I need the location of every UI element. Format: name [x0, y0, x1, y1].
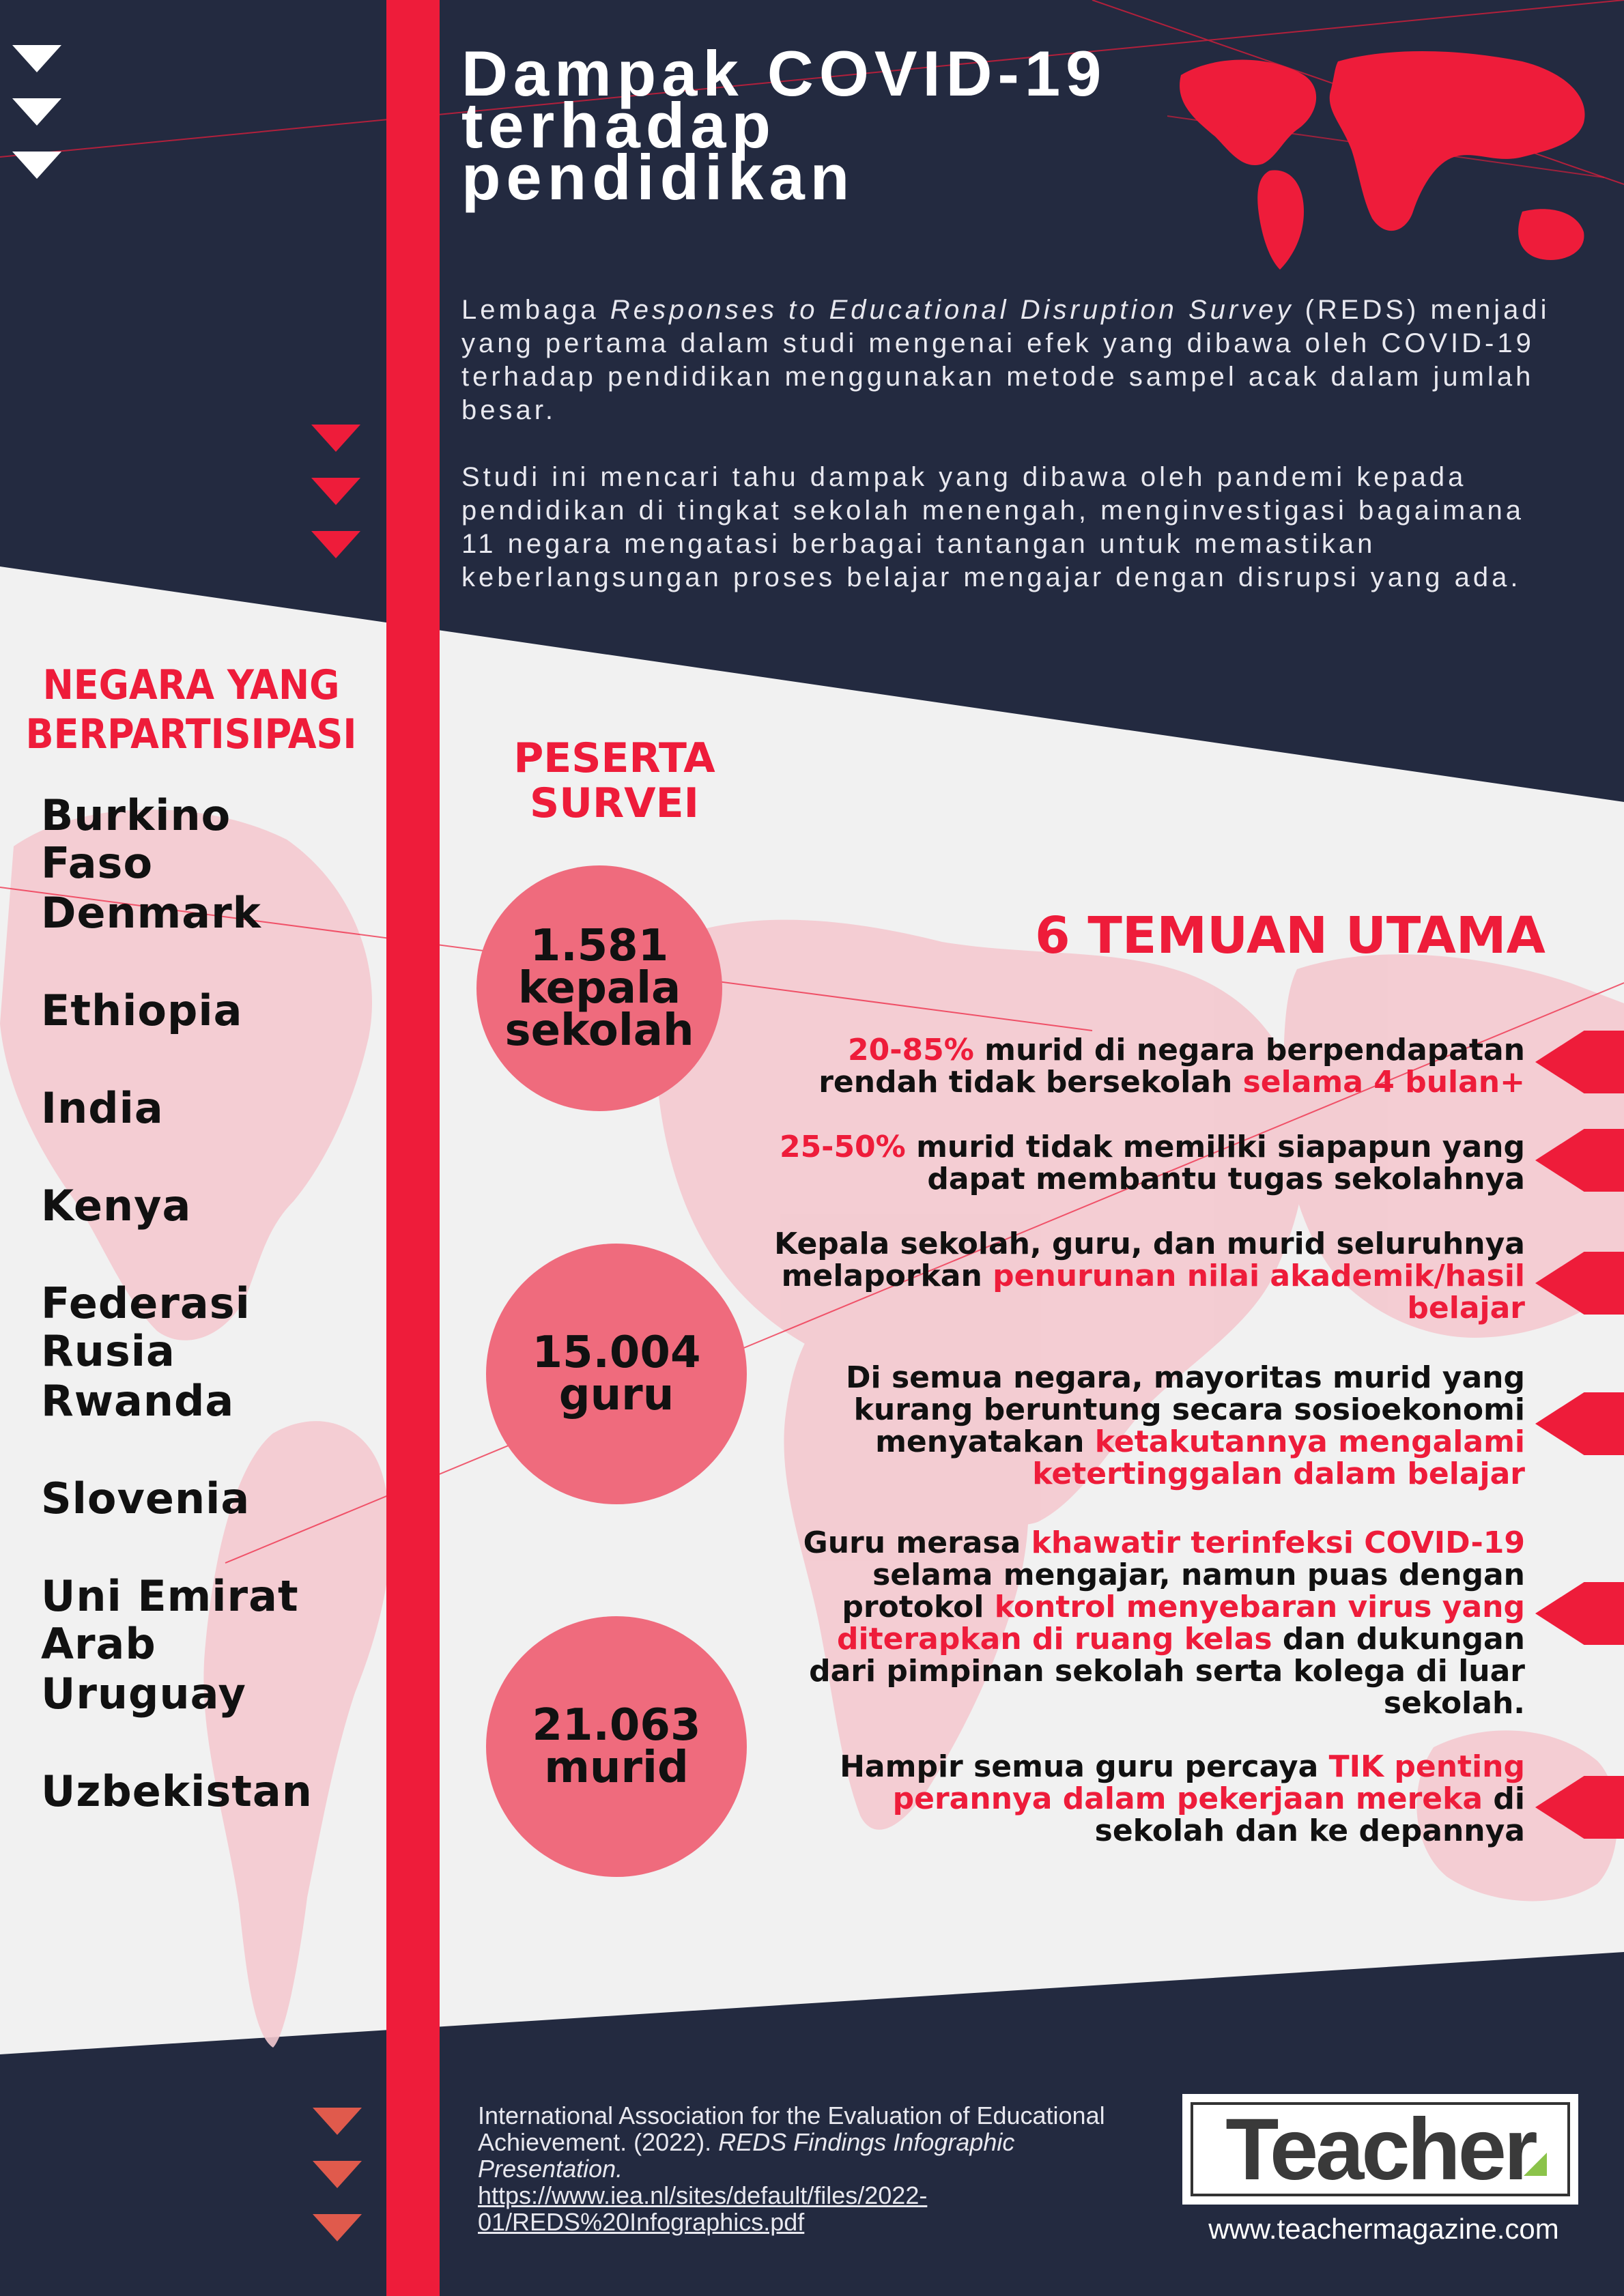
- teacher-logo: [1182, 2094, 1578, 2205]
- center-red-bar: [386, 0, 440, 2296]
- chevron-down-icon: [313, 2161, 362, 2188]
- finding-text: Hampir semua guru percaya: [840, 1749, 1329, 1784]
- finding-item: [760, 1751, 1525, 1847]
- finding-highlight: selama 4 bulan+: [1242, 1065, 1525, 1100]
- country-item: Federasi Rusia: [41, 1278, 251, 1376]
- country-item: Slovenia: [41, 1474, 251, 1523]
- finding-highlight: khawatir terinfeksi COVID-19: [1031, 1525, 1525, 1560]
- chevron-down-icon: [311, 425, 360, 452]
- teacher-logo-text: Teacher: [1225, 2100, 1535, 2198]
- country-item: Uruguay: [41, 1669, 246, 1719]
- triangle-icon: [1524, 2153, 1547, 2176]
- finding-highlight: ketakutannya mengalami ketertinggalan dalam belajar: [1032, 1424, 1525, 1491]
- participant-circle-students: 21.063 murid: [486, 1616, 747, 1877]
- finding-text: Di semua negara, mayoritas murid yang kurang beruntung secara sosioekonomi menyatakan: [846, 1360, 1525, 1459]
- chevron-down-icon: [12, 98, 61, 126]
- finding-text: Kepala sekolah, guru, dan murid seluruhnya melaporkan: [774, 1226, 1525, 1293]
- country-item: Kenya: [41, 1181, 192, 1231]
- participants-heading: PESERTA SURVEI: [513, 734, 715, 827]
- countries-heading: NEGARA YANG BERPARTISIPASI: [25, 661, 357, 758]
- finding-text: dan dukungan dari pimpinan sekolah serta kolega di luar sekolah.: [809, 1622, 1525, 1721]
- finding-text: murid tidak memiliki siapapun yang dapat membantu tugas sekolahnya: [905, 1130, 1525, 1196]
- finding-highlight: TIK penting perannya dalam pekerjaan mereka: [892, 1749, 1525, 1816]
- country-item: Ethiopia: [41, 986, 243, 1035]
- chevron-down-icon: [12, 45, 61, 72]
- finding-item: [760, 1527, 1525, 1719]
- participant-circle-teachers: 15.004 guru: [486, 1244, 747, 1504]
- country-list: [41, 792, 313, 1865]
- intro-paragraph-2: Studi ini mencari tahu dampak yang dibawa oleh pandemi kepada pendidikan di tingkat sekolah menengah, menginvestigasi bagaimana 11 negara mengatasi berbagai tantangan untuk memastikan keberlangsungan proses belajar mengajar dengan disrupsi yang ada.: [461, 462, 1524, 592]
- country-item: Rwanda: [41, 1376, 235, 1426]
- chevron-down-icon: [311, 478, 360, 505]
- finding-item: [760, 1131, 1525, 1195]
- finding-text: murid di negara berpendapatan rendah tidak bersekolah: [818, 1033, 1525, 1100]
- finding-highlight: penurunan nilai akademik/hasil belajar: [993, 1259, 1525, 1325]
- participant-circle-principals: 1.581 kepala sekolah: [476, 865, 722, 1111]
- chevron-down-icon: [313, 2214, 362, 2241]
- finding-item: [760, 1362, 1525, 1490]
- country-item: India: [41, 1083, 164, 1133]
- teacher-logo-inner: [1191, 2102, 1570, 2196]
- chevron-down-icon: [12, 152, 61, 179]
- page-title: Dampak COVID-19 terhadap pendidikan: [461, 38, 1107, 213]
- intro-paragraph-1: Lembaga Responses to Educational Disruption Survey (REDS) menjadi yang pertama dalam studi mengenai efek yang dibawa oleh COVID-19 terhadap pendidikan menggunakan metode sampel acak dalam jumlah besar.: [461, 295, 1550, 425]
- reference-link[interactable]: https://www.iea.nl/sites/default/files/2022-01/REDS%20Infographics.pdf: [478, 2181, 928, 2236]
- finding-item: [760, 1228, 1525, 1324]
- chevron-down-icon: [313, 2108, 362, 2135]
- finding-text: selama mengajar, namun puas dengan protokol: [842, 1558, 1525, 1624]
- finding-item: [760, 1034, 1525, 1098]
- finding-highlight: 20-85%: [848, 1033, 974, 1067]
- world-map-graphic: [1167, 34, 1604, 280]
- chevron-down-icon: [311, 531, 360, 558]
- finding-text: di sekolah dan ke depannya: [1094, 1781, 1525, 1848]
- website-url[interactable]: www.teachermagazine.com: [1208, 2213, 1559, 2245]
- finding-text: Guru merasa: [803, 1525, 1031, 1560]
- finding-highlight: 25-50%: [779, 1130, 906, 1164]
- country-item: Uni Emirat Arab: [41, 1571, 299, 1669]
- intro-text: [461, 293, 1567, 594]
- findings-heading: 6 TEMUAN UTAMA: [1035, 906, 1545, 965]
- country-item: Burkino Faso: [41, 790, 231, 888]
- country-item: Denmark: [41, 888, 261, 938]
- reference-citation: International Association for the Evaluation of Educational Achievement. (2022). REDS Findings Infographic Presentation. https://www.iea.nl/sites/default/files/2022-01/REDS%20Infographics.pdf: [478, 2101, 1105, 2236]
- country-item: Uzbekistan: [41, 1766, 313, 1816]
- finding-highlight: kontrol menyebaran virus yang diterapkan di ruang kelas: [837, 1590, 1525, 1656]
